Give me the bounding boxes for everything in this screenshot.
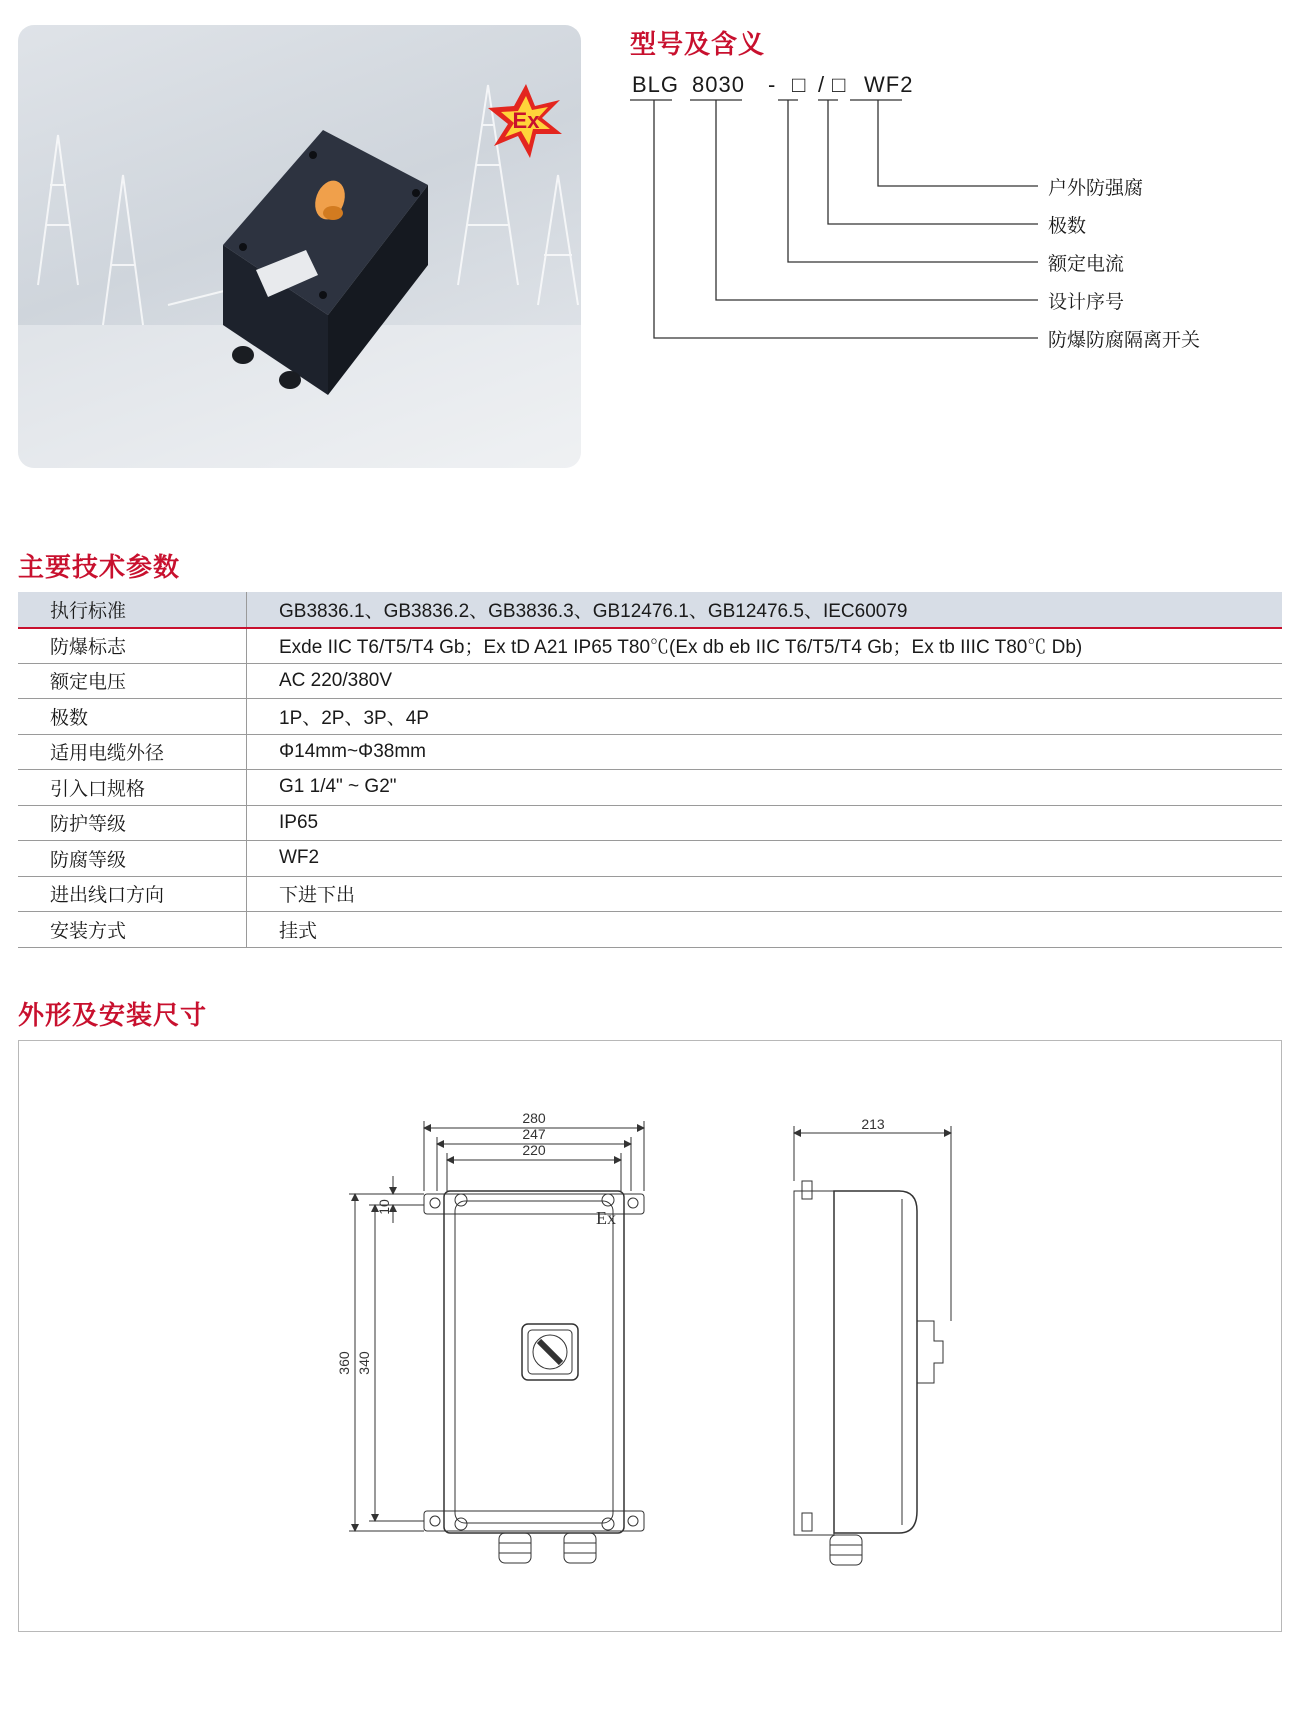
- meaning-poles: 极数: [1048, 215, 1087, 237]
- code-slash: /: [818, 72, 826, 97]
- meaning-product-name: 防爆防腐隔离开关: [1048, 329, 1201, 351]
- dim-280: 280: [522, 1110, 546, 1126]
- spec-value: GB3836.1、GB3836.2、GB3836.3、GB12476.1、GB12476.5、IEC60079: [247, 592, 1283, 628]
- spec-value: G1 1/4" ~ G2": [247, 770, 1283, 806]
- dimension-section-title: 外形及安装尺寸: [18, 1001, 208, 1031]
- spec-key: 防腐等级: [18, 841, 247, 877]
- spec-key: 安装方式: [18, 912, 247, 948]
- spec-value: WF2: [247, 841, 1283, 877]
- code-design-no: 8030: [692, 72, 745, 97]
- meaning-rated-current: 额定电流: [1048, 253, 1125, 275]
- model-leader-lines: [620, 64, 1300, 364]
- table-row: [18, 876, 1282, 912]
- code-poles-box: □: [832, 72, 847, 97]
- spec-key: 执行标准: [18, 592, 247, 628]
- code-anticorrosion: WF2: [864, 72, 914, 97]
- spec-key: 进出线口方向: [18, 876, 247, 912]
- model-section-title: 型号及含义: [630, 30, 766, 60]
- product-photo: [18, 25, 581, 468]
- dimension-drawing: [18, 1040, 1282, 1632]
- spec-section-title: 主要技术参数: [18, 553, 181, 583]
- dim-213: 213: [861, 1116, 885, 1132]
- table-row: [18, 841, 1282, 877]
- table-row: [18, 912, 1282, 948]
- code-current-box: □: [792, 72, 807, 97]
- spec-value: 挂式: [247, 912, 1283, 948]
- spec-key: 适用电缆外径: [18, 734, 247, 770]
- table-row: [18, 663, 1282, 699]
- spec-table: [18, 592, 1282, 948]
- table-row: [18, 592, 1282, 628]
- spec-value: 1P、2P、3P、4P: [247, 699, 1283, 735]
- dim-247: 247: [522, 1126, 546, 1142]
- spec-key: 引入口规格: [18, 770, 247, 806]
- dimension-drawing-svg: [19, 1041, 1281, 1631]
- spec-key: 防爆标志: [18, 628, 247, 664]
- spec-value: Exde IIC T6/T5/T4 Gb；Ex tD A21 IP65 T80℃(Ex db eb IIC T6/T5/T4 Gb；Ex tb IIIC T80℃ Db): [247, 628, 1283, 664]
- spec-key: 防护等级: [18, 805, 247, 841]
- spec-key: 额定电压: [18, 663, 247, 699]
- meaning-anticorrosion: 户外防强腐: [1048, 177, 1144, 199]
- model-code-diagram: [620, 64, 1300, 364]
- dim-220: 220: [522, 1142, 546, 1158]
- table-row: [18, 699, 1282, 735]
- dim-10: 10: [376, 1199, 392, 1215]
- product-photo-illustration: [18, 25, 581, 468]
- meaning-design-no: 设计序号: [1048, 291, 1125, 313]
- table-row: [18, 734, 1282, 770]
- table-row: [18, 805, 1282, 841]
- code-dash: -: [768, 72, 777, 97]
- dim-340: 340: [356, 1351, 372, 1375]
- spec-value: IP65: [247, 805, 1283, 841]
- ex-badge-text: Ex: [512, 108, 540, 133]
- spec-key: 极数: [18, 699, 247, 735]
- ex-mark: Ex: [596, 1208, 616, 1228]
- table-row: [18, 628, 1282, 664]
- dim-360: 360: [336, 1351, 352, 1375]
- spec-value: Φ14mm~Φ38mm: [247, 734, 1283, 770]
- spec-value: 下进下出: [247, 876, 1283, 912]
- spec-value: AC 220/380V: [247, 663, 1283, 699]
- code-series: BLG: [632, 72, 680, 97]
- table-row: [18, 770, 1282, 806]
